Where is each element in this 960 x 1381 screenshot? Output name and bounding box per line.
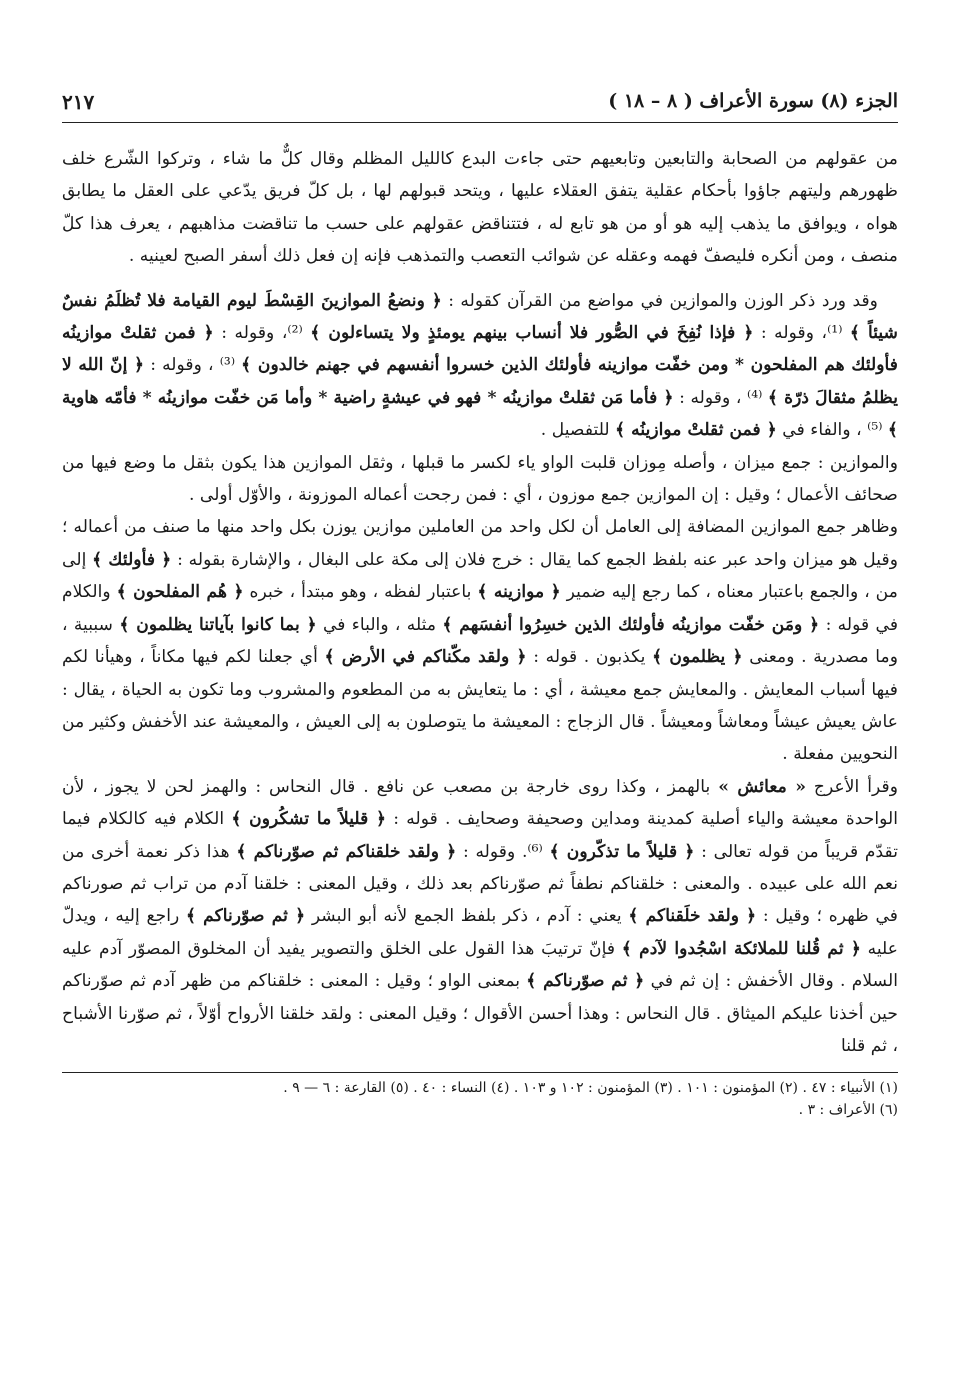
quran-verse: ﴿ ولقد خلَقناكم ﴾ (628, 906, 757, 927)
paragraph-4 (62, 511, 898, 770)
text-span: وقد ورد ذكر الوزن والموازين في مواضع من القرآن كقوله : (448, 290, 878, 311)
quran-verse: ﴿ فأما مَن ثقلتْ موازينُه * فهو في عيشةٍ راضية * وأما مَن خفّت موازينُه * فأمّه هاوية ﴾ (62, 387, 898, 441)
quran-verse: ﴿ ولقد مكّناكم في الأرض ﴾ (324, 647, 527, 668)
quran-verse: ﴿ ثم صوّرناكم ﴾ (526, 971, 645, 992)
quran-verse: ﴿ فإذا نُفِخَ في الصُّور فلا أنساب بينهم يومئذٍ ولا يتساءلون ﴾ (310, 323, 754, 344)
quran-verse: ﴿ يظلمون ﴾ (652, 647, 743, 668)
quran-verse: ﴿ بما كانوا بآياتنا يظلمون ﴾ (119, 614, 317, 635)
quran-verse: ﴿ فمن ثقلتْ موازينُه ﴾ (615, 420, 777, 441)
paragraph-5 (62, 771, 898, 1063)
paragraph-1: من عقولهم من الصحابة والتابعين وتابعيهم حتى جاءت البدع كالليل المظلم وقال كلٌّ ما شاء ، وتركوا الشّرع خلف ظهورهم وليتهم جاؤوا بأحكام عقلية يتفق العقلاء عليها ، ويتحد قبولهم لها ، بل كلّ فريق يدّعي على العقل ما يطابق هواه ، ويوافق ما يذهب إليه هو أو من هو تابع له ، فتتناقض عقولهم على حسب ما تناقضت مذاهبهم ، يعرف هذا كلّ منصف ، ومن أنكره فليصفّ فهمه وعقله عن شوائب التعصب والتمذهب فإنه إن فعل ذلك أسفر الصبح لعينيه . (62, 149, 898, 267)
text-span: مثله ، والباء في (322, 614, 437, 635)
text-span: والكلام في قوله : (62, 582, 899, 635)
reading-variant: « معائش » (718, 776, 806, 797)
text-span: إلى من ، والجمع باعتبار معناه ، كما رجع إليه ضمير (62, 549, 898, 603)
quran-verse: ﴿ قليلاً ما تشكُرون ﴾ (231, 809, 387, 830)
text-span: وقرأ الأعرج (813, 776, 899, 797)
text-span: فإنّ ترتيبَ هذا القول على الخلق والتصوير يفيد أن المخلوق المصوّر آدم عليه السلام . وقال الأخفش : إن ثم في (62, 938, 899, 992)
text-span: سببية ، وما مصدرية . ومعنى (62, 614, 899, 668)
text-span: ⁽⁶⁾. وقوله : (463, 841, 543, 862)
text-span: أي جعلنا لكم فيها مكاناً ، وهيأنا لكم فيها أسباب المعايش . والمعايش جمع معيشة ، أي : ما يتعايش به من المطعوم والمشروب وما تكون به الحياة ، يقال : عاش يعيش عيشاً ومعاشاً ومعيشاً . قال الزجاج : المعيشة ما يتوصلون به إلى العيش ، والمعيشة عند الأخفش وكثير من النحويين مفعلة . (62, 647, 898, 765)
text-span: الكلام فيه كالكلام فيما تقدّم قريباً من قوله تعالى : (62, 809, 899, 862)
text-span: يعني : آدم ، ذكر بلفظ الجمع لأنه أبو البشر (311, 906, 622, 927)
text-span: بمعنى الواو ؛ وقيل : المعنى : خلقناكم من ظهر آدم ثم صوّرناكم حين أخذنا عليكم الميثاق . قال النحاس : وهذا أحسن الأقوال ؛ وقيل المعنى : ولقد خلقنا الأرواح أوّلاً ، ثم صوّرنا الأشباح ، ثم قلنا (62, 971, 898, 1056)
text-span: هذا ذكر نعمة أخرى من نعم الله على عبيده . والمعنى : خلقناكم نطفاً ثم صوّرناكم بعد ذلك ، وقيل المعنى : خلقنا آدم من تراب ثم صورناكم في ظهره ؛ وقيل : (62, 841, 899, 927)
quran-verse: ﴿ ثم قُلنا للملائكة اسْجُدوا لآدم ﴾ (621, 938, 861, 959)
body-text (62, 143, 898, 1062)
text-span: ⁽⁴⁾ ، وقوله : (679, 387, 763, 408)
footnotes (62, 1077, 898, 1121)
quran-verse: ﴿ ونضعُ الموازينَ القِسْطَ ليوم القيامة فلا تُظلَمُ نفسٌ شيئاً ﴾ (62, 290, 899, 344)
page (62, 88, 898, 1121)
text-span: ⁽⁵⁾ ، والفاء في (782, 420, 883, 441)
footnote-line-1: (١) الأنبياء : ٤٧ . (٢) المؤمنون : ١٠١ . (٣) المؤمنون : ١٠٢ و ١٠٣ . (٤) النساء : ٤٠ . (٥) القارعة : ٦ — ٩ . (283, 1080, 898, 1097)
footnote-divider (62, 1072, 898, 1073)
quran-verse: ﴿ موازينه ﴾ (477, 582, 561, 603)
quran-verse: ﴿ قليلاً ما تذكّرون ﴾ (549, 841, 695, 862)
page-number: ٢١٧ (62, 90, 95, 114)
quran-verse: ﴿ فمن ثقلتْ موازينُه فأولئك هم المفلحون * ومن خفّت موازينه فأولئك الذين خسروا أنفسهم في جهنم خالدون ﴾ (62, 323, 899, 376)
quran-verse: ﴿ ولقد خلقناكم ثم صوّرناكم ﴾ (236, 841, 457, 862)
running-title: الجزء (٨) سورة الأعراف ( ٨ – ١٨ ) (608, 90, 898, 112)
quran-verse: ﴿ فأولئك ﴾ (92, 549, 172, 570)
text-span: يكذبون . قوله : (533, 647, 646, 668)
text-span: ⁽²⁾، وقوله : (221, 323, 303, 344)
quran-verse: ﴿ ومَن خفّت موازينُه فأولئك الذين خسِرُوا أنفسَهم ﴾ (442, 614, 820, 635)
text-span: وظاهر جمع الموازين المضافة إلى العامل أن لكل واحد من العاملين موازين يوزن بكل واحد منها ما صنف من أعماله ؛ وقيل هو ميزان واحد عبر عنه بلفظ الجمع كما يقال : خرج فلان إلى مكة على البغال ، والإشارة بقوله : (62, 517, 898, 570)
text-span: بالهمز ، وكذا روى خارجة بن مصعب عن نافع . قال النحاس : والهمز لحن لا يجوز ، لأن الواحدة معيشة والياء أصلية كمدينة ومداين وصحيفة وصحايف . قوله : (62, 776, 899, 830)
text-span: للتفصيل . (540, 420, 610, 441)
quran-verse: ﴿ إنّ الله لا يظلمُ مثقالَ ذرّة ﴾ (62, 355, 899, 408)
text-span: ⁽¹⁾، وقوله : (760, 323, 843, 344)
page-header (62, 88, 898, 123)
quran-verse: ﴿ هُم المفلحون ﴾ (116, 582, 244, 603)
text-span: راجع إليه ، ويدلّ عليه (62, 906, 899, 959)
text-span: ⁽³⁾ ، وقوله : (150, 355, 236, 376)
footnote-line-2: (٦) الأعراف : ٣ . (798, 1102, 898, 1119)
paragraph-2 (62, 285, 898, 447)
text-span: باعتبار لفظه ، وهو مبتدأ ، خبره (249, 582, 472, 603)
quran-verse: ﴿ ثم صوّرناكم ﴾ (185, 906, 306, 927)
paragraph-3: والموازين : جمع ميزان ، وأصله مِوزان قلبت الواو ياء لكسر ما قبلها ، وثقل الموازين هذا يكون بثقل ما وضع فيها من صحائف الأعمال ؛ وقيل : إن الموازين جمع موزون ، أي : فمن رجحت أعماله الموزونة ، والأوّل أولى . (62, 452, 898, 506)
